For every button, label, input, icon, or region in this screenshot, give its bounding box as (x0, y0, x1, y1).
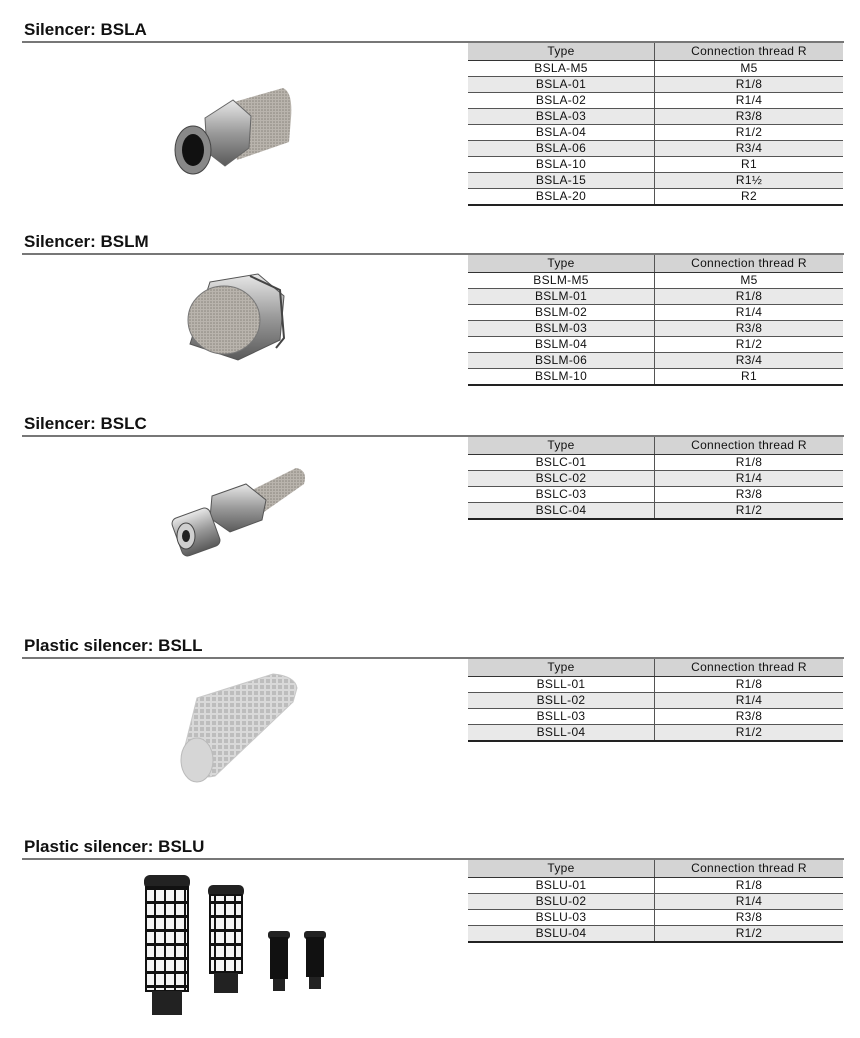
table-row (468, 926, 843, 943)
table-row (468, 878, 843, 894)
type-column-header: Type (468, 43, 655, 61)
thread-column-header: Connection thread R (655, 43, 844, 61)
table-row (468, 109, 843, 125)
thread-cell: R1/8 (655, 677, 844, 693)
table-row (468, 61, 843, 77)
thread-cell: M5 (655, 273, 844, 289)
table-row (468, 677, 843, 693)
thread-cell: R1 (655, 369, 844, 386)
type-cell: BSLA-06 (468, 141, 655, 157)
thread-cell: R3/8 (655, 487, 844, 503)
table-row (468, 353, 843, 369)
thread-cell: R1/4 (655, 305, 844, 321)
bsla-silencer-image (165, 82, 295, 182)
bslu-silencer-image (134, 873, 344, 1021)
thread-column-header: Connection thread R (655, 659, 844, 677)
table-row (468, 321, 843, 337)
bslm-silencer-image (180, 268, 290, 368)
bsll-spec-table (468, 659, 843, 742)
thread-column-header: Connection thread R (655, 437, 844, 455)
type-cell: BSLC-01 (468, 455, 655, 471)
table-row (468, 455, 843, 471)
type-cell: BSLU-04 (468, 926, 655, 943)
thread-cell: R1/2 (655, 926, 844, 943)
type-cell: BSLM-03 (468, 321, 655, 337)
thread-cell: R2 (655, 189, 844, 206)
thread-cell: R3/8 (655, 109, 844, 125)
table-row (468, 337, 843, 353)
section-title: Silencer: BSLM (24, 232, 149, 251)
thread-cell: R1/4 (655, 693, 844, 709)
type-cell: BSLA-01 (468, 77, 655, 93)
type-cell: BSLA-20 (468, 189, 655, 206)
type-cell: BSLU-02 (468, 894, 655, 910)
thread-cell: R1/8 (655, 455, 844, 471)
type-cell: BSLC-04 (468, 503, 655, 520)
bsll-silencer-image (175, 672, 305, 784)
thread-column-header: Connection thread R (655, 860, 844, 878)
type-cell: BSLU-01 (468, 878, 655, 894)
type-cell: BSLC-02 (468, 471, 655, 487)
thread-cell: R1/4 (655, 93, 844, 109)
table-row (468, 305, 843, 321)
type-cell: BSLA-M5 (468, 61, 655, 77)
bslu-spec-table (468, 860, 843, 943)
thread-cell: R3/4 (655, 141, 844, 157)
section-title: Plastic silencer: BSLU (24, 837, 205, 856)
table-row (468, 93, 843, 109)
table-row (468, 910, 843, 926)
type-cell: BSLL-04 (468, 725, 655, 742)
table-row (468, 709, 843, 725)
type-cell: BSLM-06 (468, 353, 655, 369)
type-cell: BSLA-04 (468, 125, 655, 141)
thread-cell: R1½ (655, 173, 844, 189)
table-row (468, 693, 843, 709)
table-row (468, 503, 843, 520)
thread-cell: R3/8 (655, 709, 844, 725)
thread-column-header: Connection thread R (655, 255, 844, 273)
bslc-silencer-image (162, 462, 312, 558)
type-cell: BSLM-01 (468, 289, 655, 305)
thread-cell: R1/2 (655, 125, 844, 141)
type-column-header: Type (468, 860, 655, 878)
type-cell: BSLM-10 (468, 369, 655, 386)
table-row (468, 369, 843, 386)
table-row (468, 173, 843, 189)
type-cell: BSLM-04 (468, 337, 655, 353)
table-row (468, 725, 843, 742)
thread-cell: R1/4 (655, 894, 844, 910)
table-row (468, 289, 843, 305)
type-cell: BSLL-02 (468, 693, 655, 709)
thread-cell: M5 (655, 61, 844, 77)
type-cell: BSLA-15 (468, 173, 655, 189)
bslc-spec-table (468, 437, 843, 520)
thread-cell: R1 (655, 157, 844, 173)
table-row (468, 157, 843, 173)
type-cell: BSLA-03 (468, 109, 655, 125)
type-cell: BSLL-01 (468, 677, 655, 693)
thread-cell: R1/8 (655, 77, 844, 93)
thread-cell: R1/8 (655, 289, 844, 305)
type-cell: BSLU-03 (468, 910, 655, 926)
section-title: Silencer: BSLC (24, 414, 147, 433)
bslm-spec-table (468, 255, 843, 386)
type-column-header: Type (468, 255, 655, 273)
type-column-header: Type (468, 437, 655, 455)
table-row (468, 125, 843, 141)
type-cell: BSLA-10 (468, 157, 655, 173)
table-row (468, 273, 843, 289)
thread-cell: R1/2 (655, 503, 844, 520)
thread-cell: R3/8 (655, 321, 844, 337)
type-cell: BSLL-03 (468, 709, 655, 725)
bsla-spec-table (468, 43, 843, 206)
type-cell: BSLA-02 (468, 93, 655, 109)
type-column-header: Type (468, 659, 655, 677)
thread-cell: R1/8 (655, 878, 844, 894)
thread-cell: R3/4 (655, 353, 844, 369)
thread-cell: R3/8 (655, 910, 844, 926)
table-row (468, 77, 843, 93)
section-title: Plastic silencer: BSLL (24, 636, 203, 655)
table-row (468, 189, 843, 206)
section-title: Silencer: BSLA (24, 20, 147, 39)
table-row (468, 471, 843, 487)
thread-cell: R1/2 (655, 337, 844, 353)
type-cell: BSLM-02 (468, 305, 655, 321)
table-row (468, 141, 843, 157)
table-row (468, 894, 843, 910)
thread-cell: R1/2 (655, 725, 844, 742)
type-cell: BSLM-M5 (468, 273, 655, 289)
table-row (468, 487, 843, 503)
thread-cell: R1/4 (655, 471, 844, 487)
type-cell: BSLC-03 (468, 487, 655, 503)
